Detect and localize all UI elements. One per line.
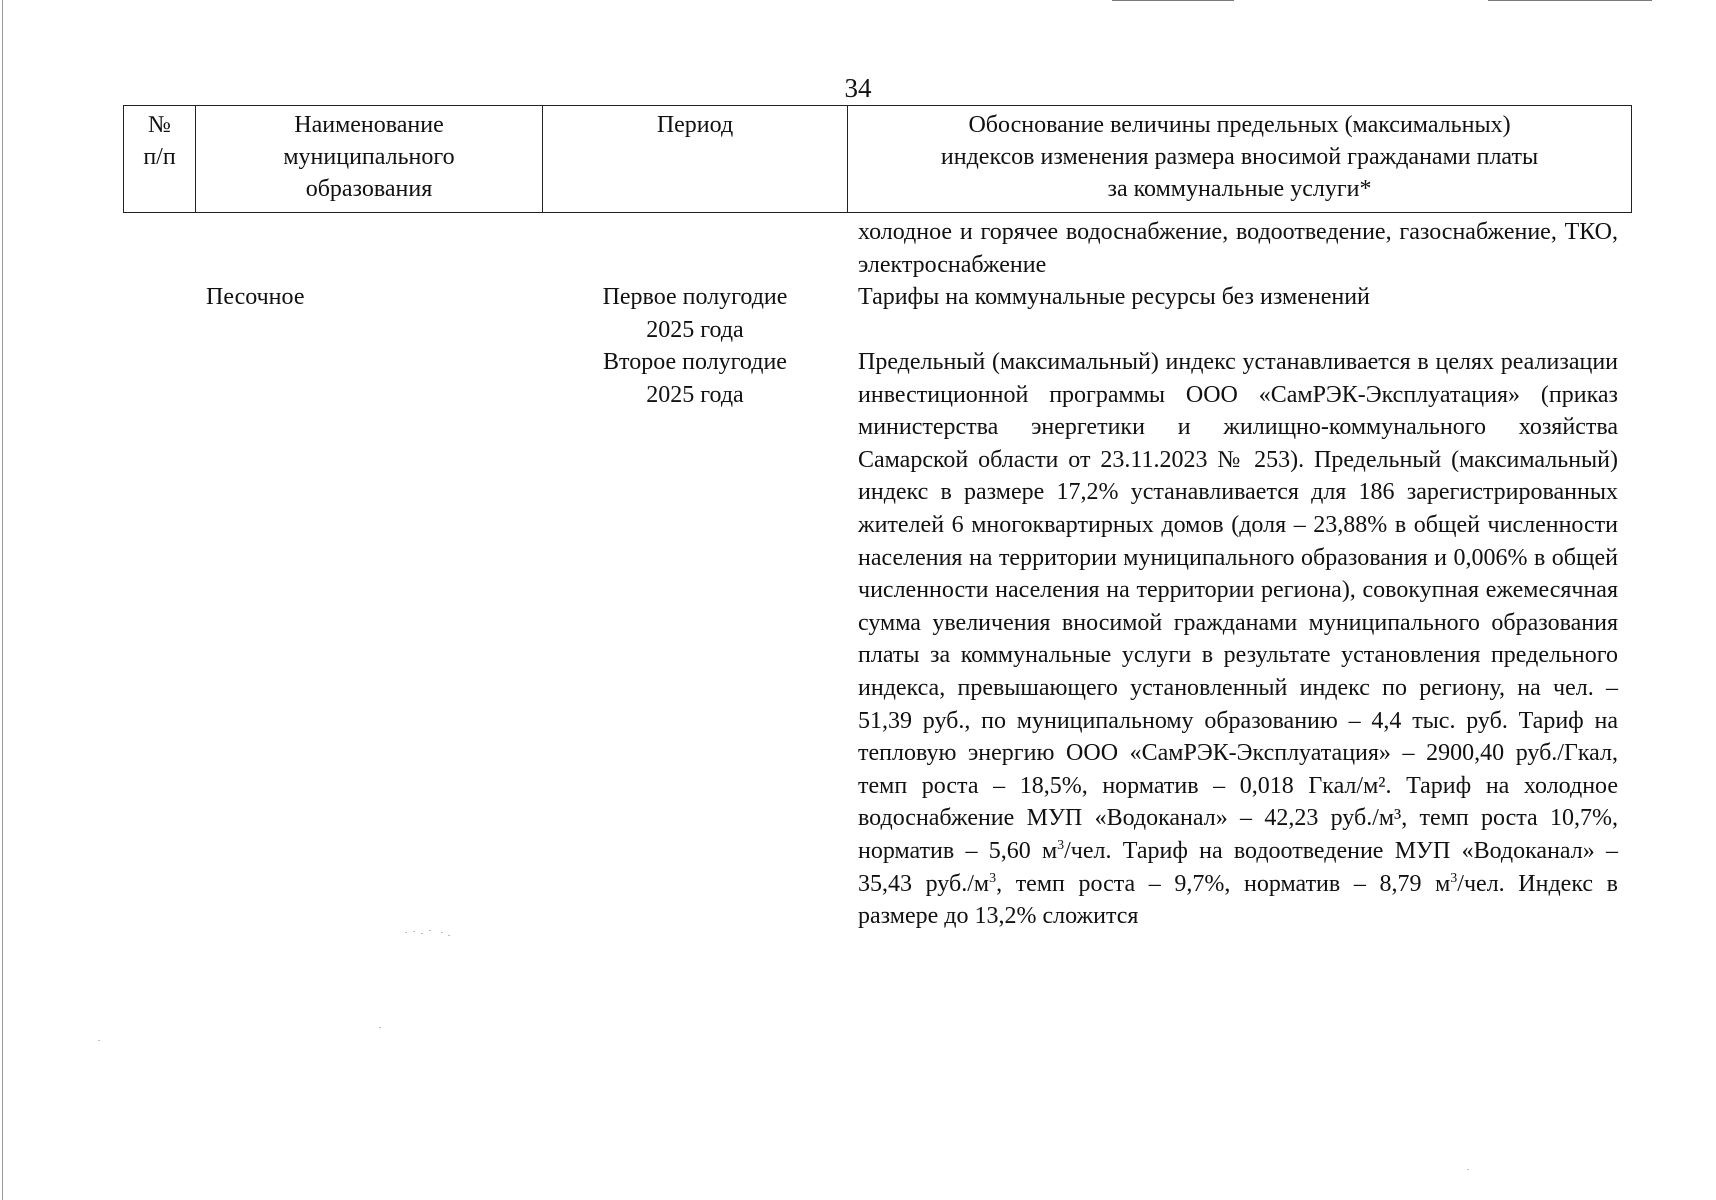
scan-speck	[448, 935, 450, 936]
scan-speck	[413, 931, 415, 932]
scan-speck	[1467, 1169, 1469, 1170]
header-cell-basis	[848, 106, 1632, 213]
superscript-exponent: 3	[1057, 837, 1065, 853]
basis-text-part: Предельный (максимальный) индекс устанавливается в целях реализации инвестиционной программы ООО «СамРЭК-Эксплуатация» (приказ министерства энергетики и жилищно-коммунального хозяйства Самарской области от 23.11.2023 № 253). Предельный (максимальный) индекс в размере 17,2% устанавливается для 186 зарегистрированных жителей 6 многоквартирных домов (доля – 23,88% в общей численности населения на территории муниципального образования и 0,006% в общей численности населения на территории региона), совокупная ежемесячная сумма увеличения вносимой гражданами муниципального образования платы за коммунальные услуги в результате установления предельного индекса, превышающего установленный индекс по региону, на чел. – 51,39 руб., по муниципальному образованию – 4,4 тыс. руб. Тариф на тепловую энергию ООО «СамРЭК-Эксплуатация» – 2900,40 руб./Гкал, темп роста – 18,5%, норматив – 0,018 Гкал/м². Тариф на холодное водоснабжение МУП «Водоканал» – 42,23 руб./м³, темп роста 10,7%, норматив – 5,60 м	[858, 349, 1618, 864]
scan-speck	[429, 930, 431, 931]
superscript-exponent: 3	[989, 870, 997, 886]
header-period-label: Период	[656, 112, 734, 138]
basis-text-part: , темп роста – 9,7%, норматив – 8,79 м	[996, 870, 1451, 897]
continuation-text: холодное и горячее водоснабжение, водоотведение, газоснабжение, ТКО, электроснабжение	[858, 219, 1618, 278]
scan-speck	[441, 932, 443, 933]
basis-second-half	[858, 346, 1618, 933]
basis-first-half: Тарифы на коммунальные ресурсы без изменений	[858, 284, 1370, 310]
scan-speck	[379, 1027, 381, 1028]
period-second-half: Второе полугодие 2025 года	[603, 349, 787, 408]
page-number: 34	[844, 73, 872, 103]
scan-speck	[421, 933, 423, 934]
period-first-half: Первое полугодие 2025 года	[602, 284, 788, 343]
basis-text-part: /чел. Индекс в размере до 13,2% сложится	[858, 870, 1618, 930]
scan-top-mark	[1488, 0, 1652, 1]
superscript-exponent: 3	[1450, 870, 1458, 886]
header-number-label: № п/п	[143, 112, 176, 170]
table-header-row	[124, 106, 1632, 213]
header-basis-label: Обоснование величины предельных (максимальных) индексов изменения размера вносимой гражданами платы за коммунальные услуги*	[940, 112, 1539, 202]
basis-text-part: /чел. Тариф на водоотведение МУП «Водоканал» – 35,43 руб./м	[858, 837, 1619, 897]
scan-top-mark	[1112, 0, 1234, 1]
municipality-name: Песочное	[206, 284, 305, 310]
header-municipality-label: Наименование муниципального образования	[283, 112, 455, 202]
header-cell-municipality	[196, 106, 543, 213]
scan-speck	[405, 932, 407, 933]
scan-speck	[98, 1040, 100, 1041]
table-header	[123, 105, 1632, 213]
header-cell-number	[124, 106, 196, 213]
header-cell-period	[543, 106, 848, 213]
scan-edge-line	[2, 0, 3, 1200]
